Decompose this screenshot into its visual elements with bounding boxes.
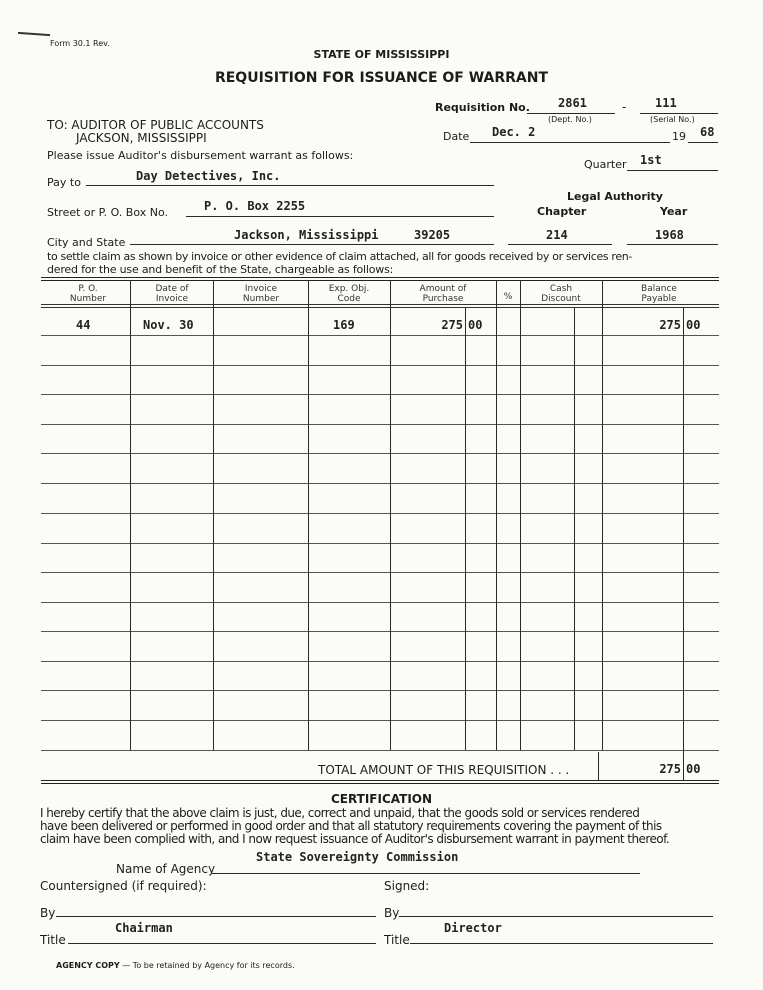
table-row-rule xyxy=(41,543,719,544)
form-number: Form 30.1 Rev. xyxy=(50,39,110,48)
street-value[interactable]: P. O. Box 2255 xyxy=(204,199,306,213)
street-label: Street or P. O. Box No. xyxy=(47,206,168,219)
legal-year-value[interactable]: 1968 xyxy=(655,228,684,242)
city-label: City and State xyxy=(47,236,126,249)
city-value[interactable]: Jackson, Mississippi xyxy=(234,228,379,242)
table-row-rule xyxy=(41,453,719,454)
header-cash-discount: Cash Discount xyxy=(541,284,581,304)
year-prefix: 19 xyxy=(672,130,686,143)
row-amount-cents[interactable]: 00 xyxy=(468,318,483,332)
total-dollars[interactable]: 275 xyxy=(659,762,681,776)
requisition-dash: - xyxy=(622,100,627,114)
certification-line-3: claim have been complied with, and I now request issuance of Auditor's disbursement warrant in payment thereof. xyxy=(40,832,670,846)
quarter-value[interactable]: 1st xyxy=(640,153,662,167)
table-row-rule xyxy=(41,631,719,632)
row-balance-dollars[interactable]: 275 xyxy=(659,318,681,332)
legal-year-label: Year xyxy=(660,205,688,218)
total-label: TOTAL AMOUNT OF THIS REQUISITION . . . xyxy=(318,763,570,777)
row-amount-dollars[interactable]: 275 xyxy=(441,318,463,332)
table-row-rule xyxy=(41,513,719,514)
chapter-value[interactable]: 214 xyxy=(546,228,568,242)
date-value[interactable]: Dec. 2 xyxy=(492,125,536,139)
right-title-value[interactable]: Director xyxy=(444,921,502,935)
footer-agency-copy: AGENCY COPY xyxy=(56,961,120,970)
row-date-of-invoice[interactable]: Nov. 30 xyxy=(143,318,194,332)
total-cents[interactable]: 00 xyxy=(686,762,701,776)
right-title-label: Title xyxy=(384,933,410,947)
chapter-label: Chapter xyxy=(537,205,587,218)
row-exp-obj-code[interactable]: 169 xyxy=(333,318,355,332)
left-by-label: By xyxy=(40,906,56,920)
state-heading: STATE OF MISSISSIPPI xyxy=(313,48,450,61)
to-line-2: JACKSON, MISSISSIPPI xyxy=(76,131,207,145)
to-line-1: TO: AUDITOR OF PUBLIC ACCOUNTS xyxy=(47,118,264,132)
header-date-of-invoice: Date of Invoice xyxy=(155,284,189,304)
row-po-number[interactable]: 44 xyxy=(76,318,91,332)
agency-value[interactable]: State Sovereignty Commission xyxy=(256,850,459,864)
header-invoice-number: Invoice Number xyxy=(242,284,280,304)
table-row-rule xyxy=(41,365,719,366)
year-value[interactable]: 68 xyxy=(700,125,715,139)
header-exp-obj-code: Exp. Obj. Code xyxy=(328,284,370,304)
settle-text-1: to settle claim as shown by invoice or other evidence of claim attached, all for goods received by or services ren- xyxy=(47,250,632,263)
instruction-text: Please issue Auditor's disbursement warrant as follows: xyxy=(47,149,354,162)
header-po-number: P. O. Number xyxy=(69,284,107,304)
row-balance-cents[interactable]: 00 xyxy=(686,318,701,332)
certification-title: CERTIFICATION xyxy=(330,792,433,806)
table-row-rule xyxy=(41,572,719,573)
serial-no-value[interactable]: 111 xyxy=(655,96,677,110)
header-balance-payable: Balance Payable xyxy=(641,284,677,304)
footer-note xyxy=(56,961,295,970)
table-row-rule xyxy=(41,483,719,484)
zip-value[interactable]: 39205 xyxy=(414,228,451,242)
dept-no-label: (Dept. No.) xyxy=(548,115,592,124)
table-row-rule xyxy=(41,750,719,751)
header-amount-of-purchase: Amount of Purchase xyxy=(419,284,467,304)
countersigned-label: Countersigned (if required): xyxy=(40,879,207,893)
pay-to-value[interactable]: Day Detectives, Inc. xyxy=(136,169,281,183)
table-row-rule xyxy=(41,690,719,691)
right-by-label: By xyxy=(384,906,400,920)
date-label: Date xyxy=(443,130,470,143)
corner-mark xyxy=(18,32,50,36)
agency-label: Name of Agency xyxy=(116,862,216,876)
quarter-label: Quarter xyxy=(584,158,627,171)
certification-line-1: I hereby certify that the above claim is just, due, correct and unpaid, that the goods sold or services rendered xyxy=(40,806,640,820)
certification-line-2: have been delivered or performed in good order and that all statutory requirements covering the payment of this xyxy=(40,819,662,833)
settle-text-2: dered for the use and benefit of the State, chargeable as follows: xyxy=(47,263,394,276)
table-row-rule xyxy=(41,661,719,662)
table-row-rule xyxy=(41,424,719,425)
left-title-label: Title xyxy=(40,933,66,947)
header-percent: % xyxy=(503,292,513,302)
footer-retention-text: — To be retained by Agency for its records. xyxy=(119,961,295,970)
table-row-rule xyxy=(41,335,719,336)
signed-label: Signed: xyxy=(384,879,430,893)
left-title-value[interactable]: Chairman xyxy=(115,921,173,935)
pay-to-label: Pay to xyxy=(47,176,81,189)
table-row-rule xyxy=(41,720,719,721)
requisition-label: Requisition No. xyxy=(435,101,530,114)
legal-authority-title: Legal Authority xyxy=(567,190,663,203)
dept-no-value[interactable]: 2861 xyxy=(558,96,587,110)
table-row-rule xyxy=(41,394,719,395)
serial-no-label: (Serial No.) xyxy=(650,115,695,124)
form-title: REQUISITION FOR ISSUANCE OF WARRANT xyxy=(214,70,549,86)
table-row-rule xyxy=(41,602,719,603)
